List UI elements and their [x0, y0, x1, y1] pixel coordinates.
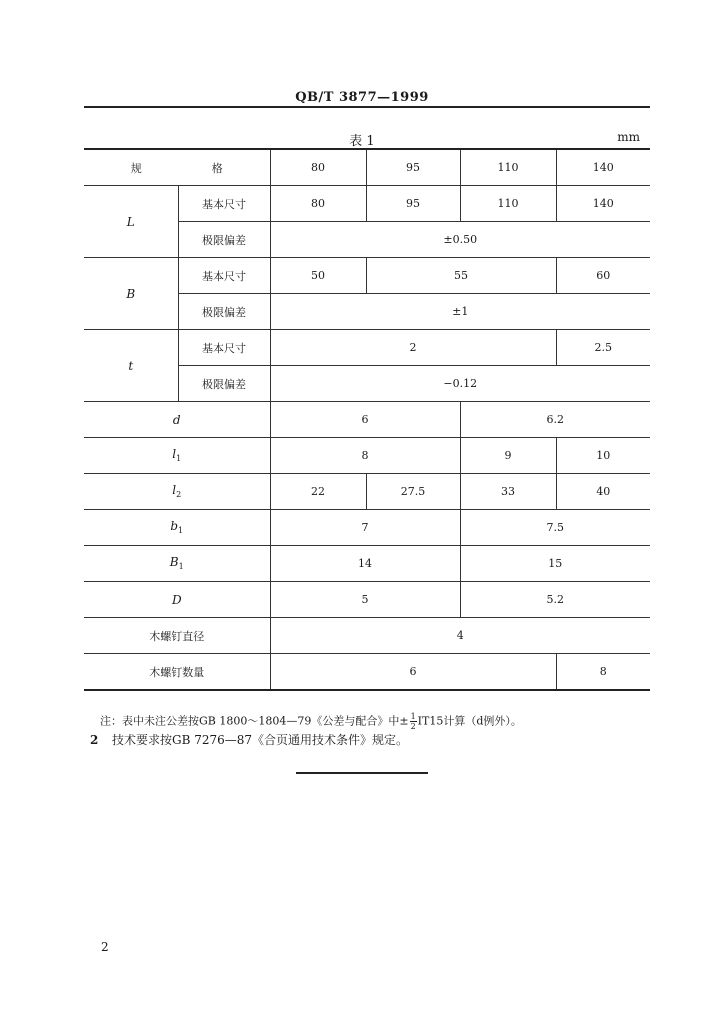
spec-size-140: 140 — [556, 149, 650, 186]
value-cell: 2 — [270, 330, 556, 366]
label-tolerance: 极限偏差 — [178, 222, 270, 258]
value-cell: 140 — [556, 186, 650, 222]
table-row-B1 — [84, 546, 650, 582]
symbol-t: t — [84, 330, 178, 402]
standard-number-header: QB/T 3877—1999 — [295, 90, 429, 105]
table-row-screw-diameter — [84, 618, 650, 654]
value-cell: 22 — [270, 474, 366, 510]
label-tolerance: 极限偏差 — [178, 294, 270, 330]
symbol-D: D — [84, 582, 270, 618]
table-note — [100, 712, 522, 731]
value-cell: 5.2 — [460, 582, 650, 618]
value-cell: 110 — [460, 186, 556, 222]
spec-header-char-2: 格 — [211, 161, 223, 175]
value-cell: 6.2 — [460, 402, 650, 438]
value-cell: 4 — [270, 618, 650, 654]
value-cell: ±0.50 — [270, 222, 650, 258]
value-cell: 8 — [270, 438, 460, 474]
table-row-l1 — [84, 438, 650, 474]
value-cell: 7.5 — [460, 510, 650, 546]
header-rule — [84, 106, 650, 108]
half-fraction — [410, 712, 417, 731]
value-cell: 7 — [270, 510, 460, 546]
symbol-b1-subscript: 1 — [178, 526, 184, 536]
value-cell: 95 — [366, 186, 460, 222]
note-text-after: IT15计算（d例外）。 — [417, 714, 522, 728]
symbol-l1-subscript: 1 — [176, 454, 182, 464]
spec-size-110: 110 — [460, 149, 556, 186]
value-cell: 6 — [270, 402, 460, 438]
spec-size-95: 95 — [366, 149, 460, 186]
symbol-d: d — [84, 402, 270, 438]
table-row-L-basic — [84, 186, 650, 222]
fraction-numerator: 1 — [410, 712, 416, 721]
table-row-screw-quantity — [84, 654, 650, 691]
label-basic-size: 基本尺寸 — [178, 186, 270, 222]
symbol-L: L — [84, 186, 178, 258]
value-cell: 40 — [556, 474, 650, 510]
fraction-denominator: 2 — [410, 722, 416, 731]
table-row-D — [84, 582, 650, 618]
value-cell: 27.5 — [366, 474, 460, 510]
symbol-B: B — [84, 258, 178, 330]
label-screw-diameter: 木螺钉直径 — [84, 618, 270, 654]
symbol-l1-letter: l — [172, 447, 177, 462]
value-cell: 5 — [270, 582, 460, 618]
table-unit: mm — [617, 130, 640, 144]
table-row-B-basic — [84, 258, 650, 294]
value-cell: 8 — [556, 654, 650, 691]
page-number: 2 — [101, 940, 109, 954]
value-cell: −0.12 — [270, 366, 650, 402]
symbol-l1 — [84, 438, 270, 474]
table-row-d — [84, 402, 650, 438]
spec-size-80: 80 — [270, 149, 366, 186]
clause-text: 技术要求按GB 7276—87《合页通用技术条件》规定。 — [112, 733, 409, 747]
value-cell: 2.5 — [556, 330, 650, 366]
value-cell: 50 — [270, 258, 366, 294]
symbol-l2 — [84, 474, 270, 510]
symbol-B1 — [84, 546, 270, 582]
spec-header-cell — [84, 149, 270, 186]
symbol-b1-letter: b — [170, 519, 179, 534]
value-cell: 60 — [556, 258, 650, 294]
table-row-l2 — [84, 474, 650, 510]
symbol-B1-letter: B — [169, 555, 179, 570]
label-screw-quantity: 木螺钉数量 — [84, 654, 270, 691]
value-cell: 55 — [366, 258, 556, 294]
value-cell: 15 — [460, 546, 650, 582]
value-cell: 6 — [270, 654, 556, 691]
requirement-clause — [90, 731, 408, 748]
label-basic-size: 基本尺寸 — [178, 330, 270, 366]
end-rule — [296, 772, 428, 774]
value-cell: 9 — [460, 438, 556, 474]
dimension-table — [84, 148, 650, 691]
table-row-spec — [84, 149, 650, 186]
spec-header-char-1: 规 — [130, 161, 142, 175]
table-row-t-basic — [84, 330, 650, 366]
value-cell: 33 — [460, 474, 556, 510]
value-cell: ±1 — [270, 294, 650, 330]
symbol-b1 — [84, 510, 270, 546]
clause-number: 2 — [90, 733, 99, 747]
table-row-b1 — [84, 510, 650, 546]
note-text-before: 注：表中未注公差按GB 1800～1804—79《公差与配合》中± — [100, 714, 409, 728]
label-tolerance: 极限偏差 — [178, 366, 270, 402]
value-cell: 14 — [270, 546, 460, 582]
label-basic-size: 基本尺寸 — [178, 258, 270, 294]
symbol-l2-subscript: 2 — [176, 490, 182, 500]
symbol-B1-subscript: 1 — [178, 562, 184, 572]
symbol-l2-letter: l — [172, 483, 177, 498]
value-cell: 80 — [270, 186, 366, 222]
table-caption: 表 1 — [349, 134, 375, 149]
value-cell: 10 — [556, 438, 650, 474]
